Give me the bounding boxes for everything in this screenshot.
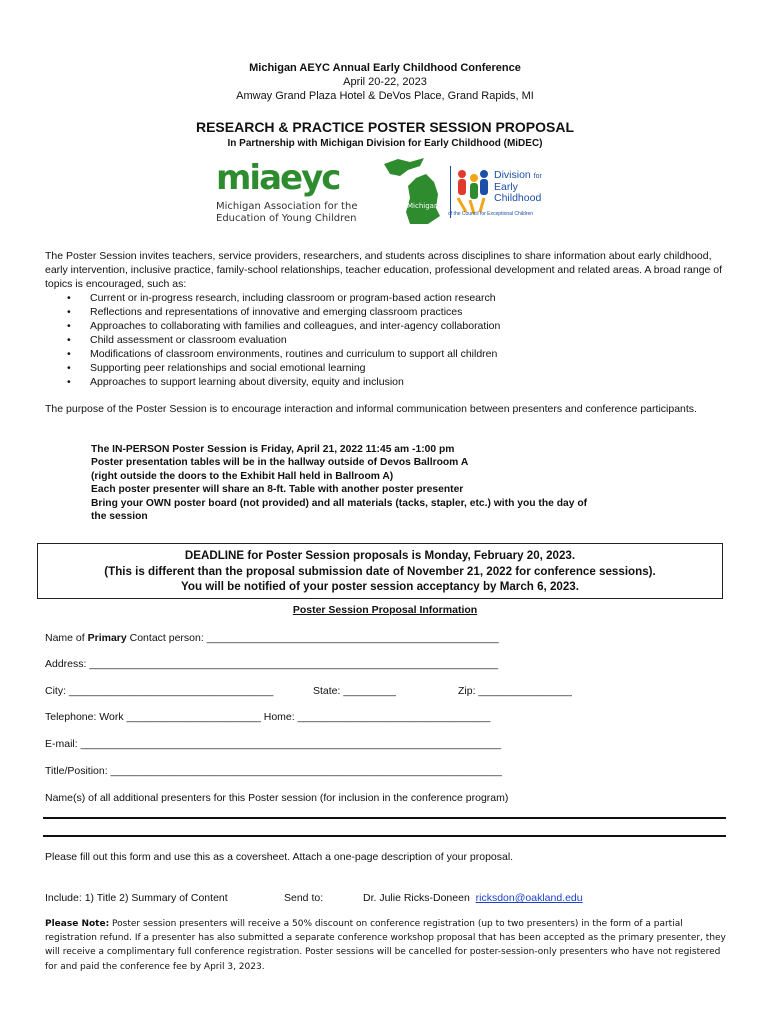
note-text: Poster session presenters will receive a 50% discount on conference registration (up to two presenters) in the form of a partial registration refund. If a presenter has also submitted a separate conference workshop proposal that has been accepted as the primary presenter, they will receive a complimentary full conference registration. Poster sessions will be cancelled for poster-session-only presenters who have not registered for and paid the conference fee by April 3, 2023. (45, 919, 726, 972)
intro-text: The Poster Session invites teachers, service providers, researchers, and students across disciplines to share information about early childhood, early intervention, inclusive practice, family-school relationships, teacher education, professional development and related areas. A broad range of topics is encouraged, such as: (45, 250, 723, 290)
intro-paragraph (45, 249, 725, 389)
contact-email-link[interactable]: ricksdon@oakland.edu (475, 892, 583, 904)
contact-line (363, 891, 583, 905)
midec-word-division: Division for (494, 169, 542, 181)
page-title: RESEARCH & PRACTICE POSTER SESSION PROPOSAL (195, 119, 575, 135)
divider-line (43, 835, 726, 837)
midec-tagline: of the Council for Exceptional Children (448, 211, 534, 217)
in-person-line: Bring your OWN poster board (not provided) and all materials (tacks, stapler, etc.) with you the day of (91, 497, 588, 509)
list-item: • Supporting peer relationships and social emotional learning (45, 361, 725, 375)
conference-name: Michigan AEYC Annual Early Childhood Conference (249, 62, 521, 74)
page-subtitle: In Partnership with Michigan Division for Early Childhood (MiDEC) (227, 138, 543, 149)
conference-venue: Amway Grand Plaza Hotel & DeVos Place, Grand Rapids, MI (236, 90, 534, 102)
address-field[interactable]: Address: ______________________________________________________________________ (45, 658, 499, 670)
midec-logo (380, 156, 560, 228)
deadline-line-1: DEADLINE for Poster Session proposals is Monday, February 20, 2023. (184, 549, 576, 562)
children-figures-icon (454, 168, 490, 216)
deadline-line-2: (This is different than the proposal submission date of November 21, 2022 for conference sessions). (104, 564, 656, 578)
primary-contact-line[interactable]: __________________________________________________ (206, 632, 499, 644)
list-item: • Approaches to collaborating with families and colleagues, and inter-agency collaboration (45, 319, 725, 333)
map-label: Michigan (407, 202, 439, 210)
purpose-paragraph: The purpose of the Poster Session is to encourage interaction and informal communication between presenters and conference participants. (45, 403, 697, 415)
list-item: • Approaches to support learning about diversity, equity and inclusion (45, 375, 725, 389)
conference-dates: April 20-22, 2023 (343, 76, 427, 88)
primary-contact-field[interactable] (45, 631, 499, 645)
topics-list (45, 291, 725, 389)
list-item: • Reflections and representations of innovative and emerging classroom practices (45, 305, 725, 319)
note-paragraph (45, 917, 735, 974)
form-heading: Poster Session Proposal Information (292, 604, 478, 616)
zip-field[interactable]: Zip: ________________ (458, 685, 572, 697)
telephone-field[interactable]: Telephone: Work _______________________ Home: _________________________________ (45, 711, 491, 723)
in-person-line: the session (91, 511, 148, 523)
midec-word-childhood: Childhood (494, 192, 542, 204)
miaeyc-wordmark: miaeyc (216, 158, 340, 198)
in-person-line: Poster presentation tables will be in the hallway outside of Devos Ballroom A (91, 457, 469, 469)
list-item: • Child assessment or classroom evaluation (45, 333, 725, 347)
miaeyc-caption-1: Michigan Association for the (216, 201, 358, 212)
divider-line (43, 817, 726, 819)
in-person-details (91, 443, 691, 523)
miaeyc-caption-2: Education of Young Children (216, 213, 357, 224)
list-item: • Current or in-progress research, including classroom or program-based action research (45, 291, 725, 305)
note-label: Please Note: (45, 919, 110, 929)
contact-name: Dr. Julie Ricks-Doneen (363, 892, 470, 904)
list-item: • Modifications of classroom environments, routines and curriculum to support all children (45, 347, 725, 361)
primary-contact-emphasis: Primary (87, 632, 127, 644)
state-field[interactable]: State: _________ (313, 685, 396, 697)
miaeyc-logo (216, 160, 366, 226)
in-person-line: The IN-PERSON Poster Session is Friday, April 21, 2022 11:45 am -1:00 pm (91, 444, 455, 455)
deadline-line-3: You will be notified of your poster session acceptancy by March 6, 2023. (181, 580, 579, 593)
include-label: Include: 1) Title 2) Summary of Content (45, 892, 228, 904)
in-person-line: (right outside the doors to the Exhibit Hall held in Ballroom A) (91, 470, 394, 482)
primary-contact-suffix: Contact person: (126, 632, 207, 644)
instructions-text: Please fill out this form and use this as a coversheet. Attach a one-page description of your proposal. (45, 851, 514, 863)
deadline-box (37, 543, 723, 599)
email-field[interactable]: E-mail: ________________________________________________________________________ (45, 738, 502, 750)
in-person-line: Each poster presenter will share an 8-ft. Table with another poster presenter (91, 484, 464, 496)
title-position-field[interactable]: Title/Position: ___________________________________________________________________ (45, 765, 502, 777)
send-to-label: Send to: (284, 892, 324, 904)
additional-presenters-label: Name(s) of all additional presenters for this Poster session (for inclusion in the conference program) (45, 792, 509, 804)
city-field[interactable]: City: ___________________________________ (45, 685, 274, 697)
michigan-map-icon (380, 156, 448, 226)
primary-contact-prefix: Name of (45, 632, 88, 644)
midec-word-early: Early (494, 181, 518, 193)
